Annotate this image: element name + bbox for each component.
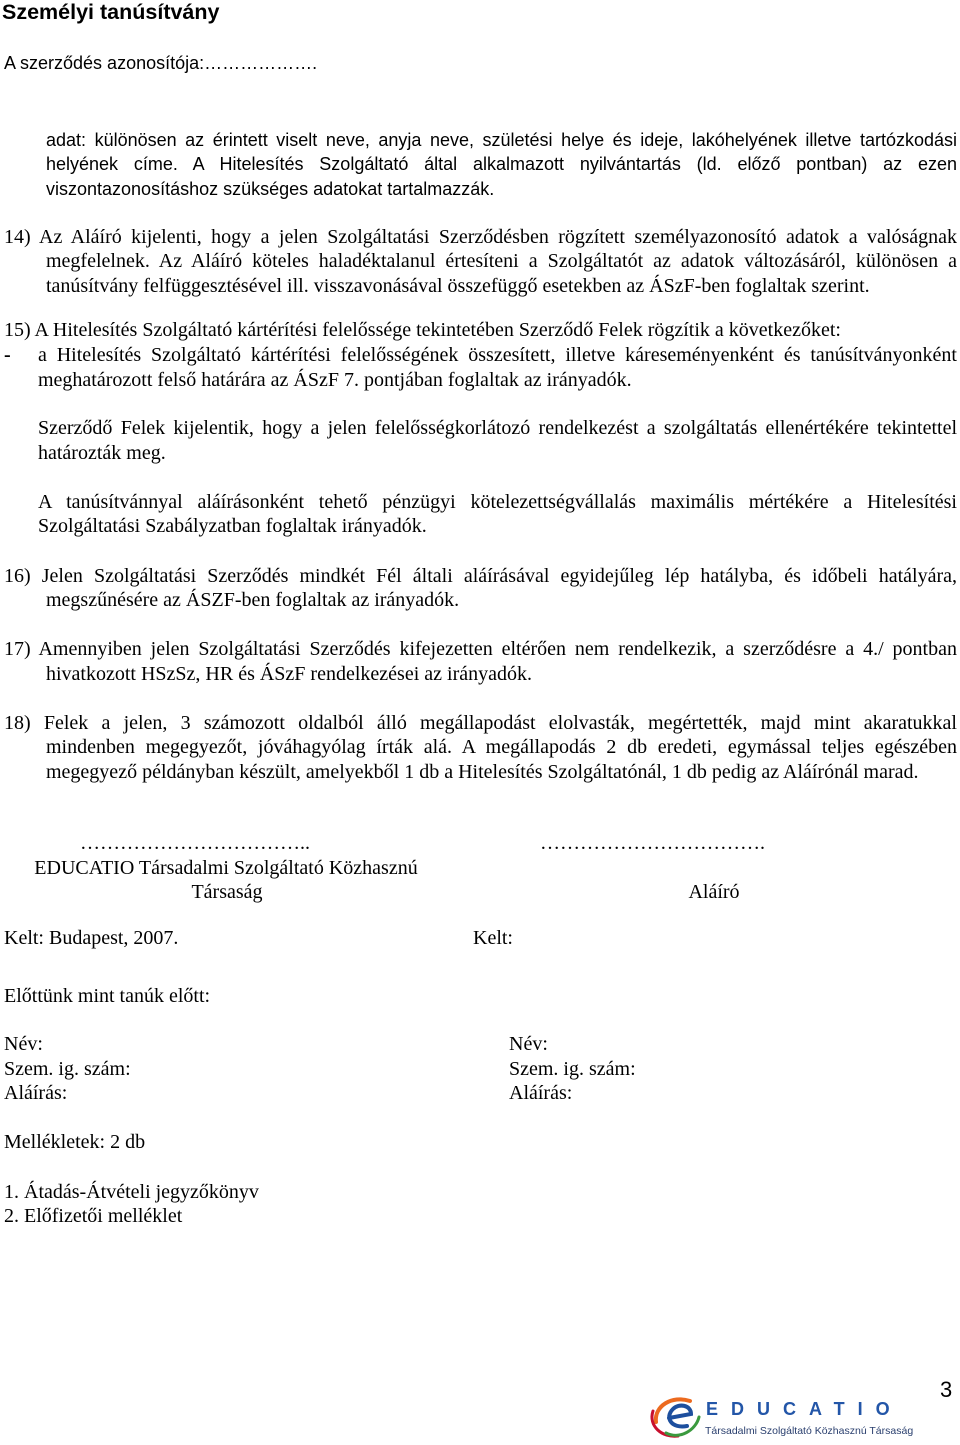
- left-signature-dots: ……………………………..: [80, 832, 310, 854]
- witness-left-name-label: Név:: [4, 1033, 43, 1055]
- section-17-line: hivatkozott HSzSz, HR és ÁSzF rendelkezései az irányadók.: [46, 663, 532, 685]
- data-paragraph-line: viszontazonosításhoz szükséges adatokat tartalmazzák.: [46, 179, 495, 199]
- section-18-line: megegyező példányban készült, amelyekből 1 db a Hitelesítés Szolgáltatónál, 1 db pedig az Aláírónál marad.: [46, 761, 919, 783]
- educatio-wordmark: EDUCATIO: [706, 1399, 903, 1419]
- section-16-line: megszűnésére az ÁSZF-ben foglaltak az irányadók.: [46, 589, 460, 611]
- section-18-line: 18) Felek a jelen, 3 számozott oldalból álló megállapodást elolvasták, megértették, majd mint akaratukkal: [4, 712, 957, 734]
- attachments-heading: Mellékletek: 2 db: [4, 1131, 146, 1153]
- witness-left-id-label: Szem. ig. szám:: [4, 1058, 131, 1080]
- section-15-limitation-line: határozták meg.: [38, 442, 166, 464]
- data-paragraph-line: helyének címe. A Hitelesítés Szolgáltató által alkalmazott nyilvántartás (ld. előző pontban) az ezen: [46, 154, 957, 174]
- section-14-line: 14) Az Aláíró kijelenti, hogy a jelen Szolgáltatási Szerződésben rögzített személyazonosító adatok a valóságnak: [4, 226, 957, 248]
- section-14-line: megfelelnek. Az Aláíró köteles haladéktalanul értesíteni a Szolgáltatót az adatok változásáról, különösen a: [46, 250, 957, 272]
- witnesses-heading: Előttünk mint tanúk előtt:: [4, 985, 211, 1007]
- section-14-line: tanúsítvány felfüggesztésével ill. visszavonásával összefüggő esetekben az ÁSzF-ben foglaltak szerint.: [46, 275, 870, 297]
- section-15-commitment-line: A tanúsítvánnyal aláírásonként tehető pénzügyi kötelezettségvállalás maximális mértékére a Hitelesítési: [38, 491, 957, 513]
- page-title: Személyi tanúsítvány: [2, 0, 220, 24]
- witness-left-signature-label: Aláírás:: [4, 1082, 68, 1104]
- attachment-item: 1. Átadás-Átvételi jegyzőkönyv: [4, 1181, 259, 1203]
- data-paragraph-line: adat: különösen az érintett viselt neve, anyja neve, születési helye és ideje, lakóhelyének illetve tartózkodási: [46, 130, 957, 150]
- educatio-tagline: Társadalmi Szolgáltató Közhasznú Társaság: [705, 1425, 914, 1437]
- educatio-logo-mark-icon: [648, 1392, 704, 1440]
- witness-right-signature-label: Aláírás:: [509, 1082, 573, 1104]
- left-signatory-name-line2: Társaság: [191, 881, 263, 903]
- dated-right: Kelt:: [473, 927, 513, 949]
- contract-id-line: A szerződés azonosítója:……………….: [4, 53, 318, 73]
- bullet-dash: -: [4, 344, 11, 366]
- section-17-line: 17) Amennyiben jelen Szolgáltatási Szerződés kifejezetten eltérően nem rendelkezik, a szerződésre a 4./ pontban: [4, 638, 957, 660]
- left-signatory-name: EDUCATIO Társadalmi Szolgáltató Közhasznú: [34, 857, 418, 879]
- attachment-item: 2. Előfizetői melléklet: [4, 1205, 183, 1227]
- section-15-bullet-line: a Hitelesítés Szolgáltató kártérítési felelősségének összesített, illetve káreseményenként és tanúsítványonként: [38, 344, 957, 366]
- witness-right-name-label: Név:: [509, 1033, 548, 1055]
- dated-left: Kelt: Budapest, 2007.: [4, 927, 179, 949]
- educatio-logo: [648, 1390, 928, 1442]
- section-15-commitment-line: Szolgáltatási Szabályzatban foglaltak irányadók.: [38, 515, 427, 537]
- section-18-line: mindenben megegyezőt, jóváhagyólag írták alá. A megállapodás 2 db eredeti, egymással teljes egészében: [46, 736, 957, 758]
- section-15-bullet-line: meghatározott felső határára az ÁSzF 7. pontjában foglaltak az irányadók.: [38, 369, 632, 391]
- section-15-heading: 15) A Hitelesítés Szolgáltató kártérítési felelőssége tekintetében Szerződő Felek rögzítik a következőket:: [4, 319, 841, 341]
- right-signatory-name: Aláíró: [688, 881, 740, 903]
- page-number: 3: [940, 1377, 953, 1402]
- section-16-line: 16) Jelen Szolgáltatási Szerződés mindkét Fél általi aláírásával egyidejűleg lép hatályba, és időbeli hatályára,: [4, 565, 957, 587]
- witness-right-id-label: Szem. ig. szám:: [509, 1058, 636, 1080]
- right-signature-dots: …………………………….: [540, 832, 765, 854]
- section-15-limitation-line: Szerződő Felek kijelentik, hogy a jelen felelősségkorlátozó rendelkezést a szolgáltatás ellenértékére tekintettel: [38, 417, 957, 439]
